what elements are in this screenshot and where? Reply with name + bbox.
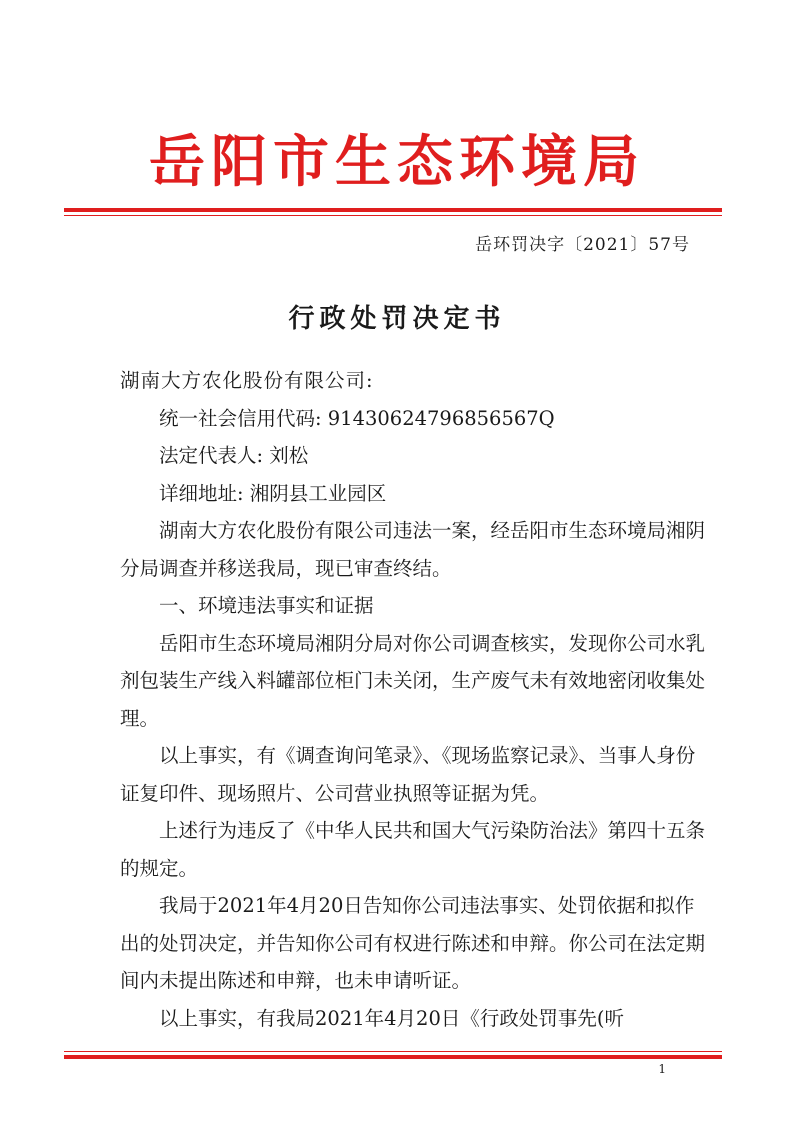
footer-rule-thin bbox=[64, 1051, 722, 1052]
paragraph-notice: 我局于2021年4月20日告知你公司违法事实、处罚依据和拟作出的处罚决定，并告知你公司有权进行陈述和申辩。你公司在法定期间内未提出陈述和申辩，也未申请听证。 bbox=[120, 894, 706, 992]
document-body bbox=[120, 362, 710, 1037]
paragraph-intro: 湖南大方农化股份有限公司违法一案，经岳阳市生态环境局湘阴分局调查并移送我局，现已审查终结。 bbox=[120, 519, 706, 580]
legal-representative: 法定代表人: 刘松 bbox=[159, 444, 309, 467]
section-heading-facts: 一、环境违法事实和证据 bbox=[159, 594, 374, 617]
paragraph-investigation: 岳阳市生态环境局湘阴分局对你公司调查核实，发现你公司水乳剂包装生产线入料罐部位柜门未关闭，生产废气未有效地密闭收集处理。 bbox=[120, 631, 706, 730]
paragraph-evidence: 以上事实，有《调查询问笔录》、《现场监察记录》、当事人身份证复印件、现场照片、公司营业执照等证据为凭。 bbox=[120, 744, 696, 805]
header-rule-thick bbox=[64, 208, 722, 212]
agency-header-title: 岳阳市生态环境局 bbox=[149, 129, 645, 195]
footer-rule-thick bbox=[64, 1055, 722, 1059]
document-title: 行政处罚决定书 bbox=[288, 304, 506, 334]
paragraph-continued: 以上事实，有我局2021年4月20日《行政处罚事先(听 bbox=[159, 1006, 624, 1030]
document-number: 岳环罚决字〔2021〕57号 bbox=[475, 235, 690, 255]
paragraph-violation: 上述行为违反了《中华人民共和国大气污染防治法》第四十五条的规定。 bbox=[120, 819, 706, 880]
page-number: 1 bbox=[658, 1062, 666, 1076]
addressee: 湖南大方农化股份有限公司: bbox=[120, 369, 374, 392]
credit-code: 统一社会信用代码: 91430624796856567Q bbox=[159, 406, 555, 430]
address: 详细地址: 湘阴县工业园区 bbox=[159, 481, 387, 505]
header-rule-thin bbox=[64, 215, 722, 216]
